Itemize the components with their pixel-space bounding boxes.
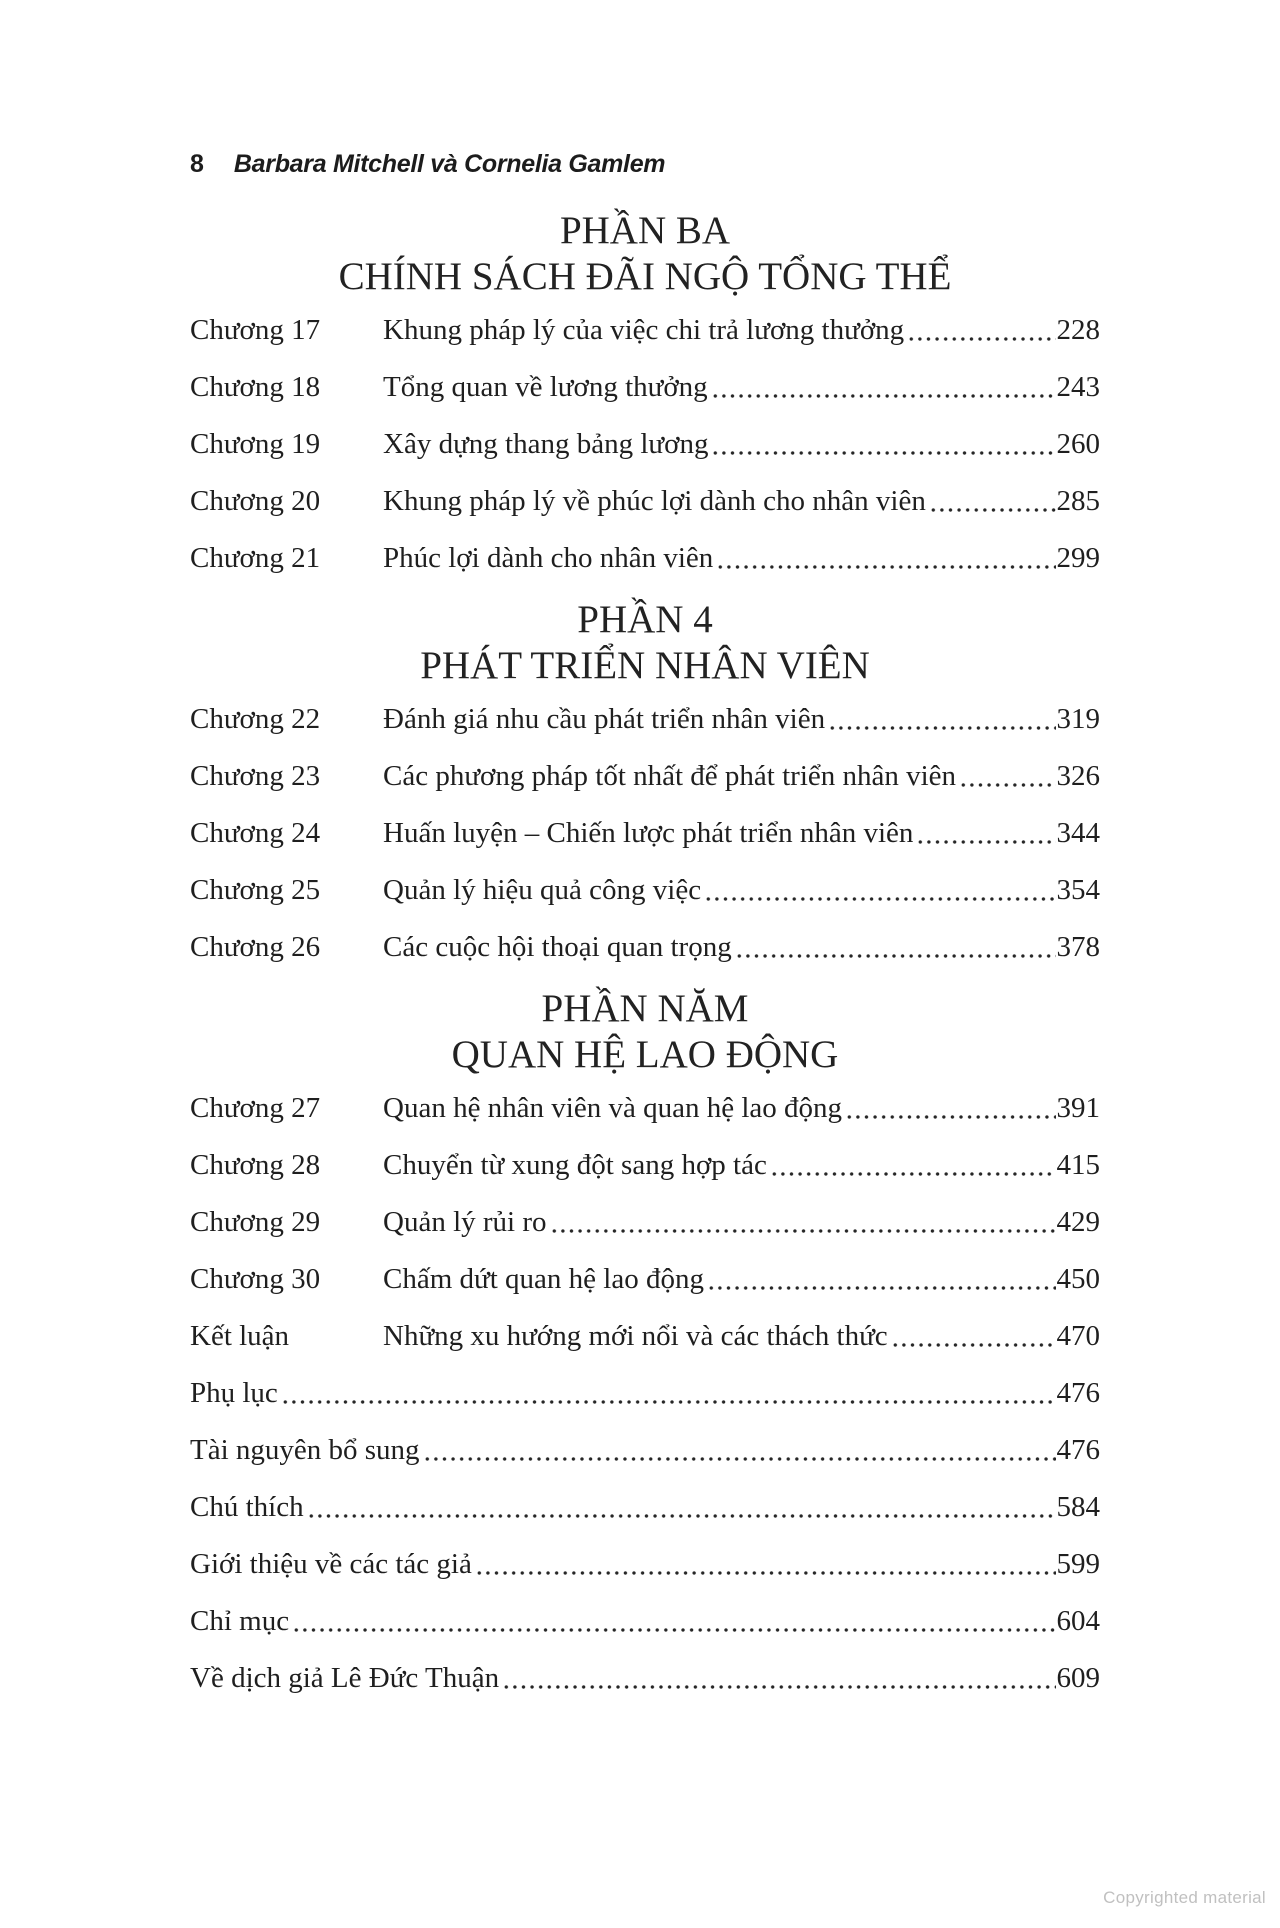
toc-entry-title: Quản lý hiệu quả công việc	[383, 874, 702, 906]
toc-entry-page: 378	[1056, 931, 1100, 963]
toc-entry-title: Chú thích	[190, 1491, 304, 1523]
dot-leader	[475, 1570, 1056, 1576]
toc-entry-page: 260	[1056, 428, 1100, 460]
section-part-label: PHẦN BA	[559, 209, 731, 252]
dot-leader	[828, 725, 1055, 731]
toc-entry	[190, 758, 1100, 794]
toc-entry-page: 604	[1056, 1605, 1100, 1637]
dot-leader	[281, 1399, 1056, 1405]
toc-entry-label: Chương 26	[190, 931, 321, 963]
dot-leader	[735, 953, 1056, 959]
toc-entry-label: Chương 28	[190, 1149, 321, 1181]
dot-leader	[770, 1171, 1056, 1177]
toc-entry-page: 415	[1056, 1149, 1100, 1181]
copyright-notice: Copyrighted material	[1103, 1888, 1266, 1907]
toc-entry	[190, 1660, 1100, 1696]
toc-entry-title: Chỉ mục	[190, 1605, 290, 1637]
toc-entry	[190, 872, 1100, 908]
toc-entry-page: 319	[1056, 703, 1100, 735]
toc-entry-page: 344	[1056, 817, 1100, 849]
running-head	[190, 150, 1100, 190]
toc-entry-page: 429	[1056, 1206, 1100, 1238]
dot-leader	[711, 450, 1055, 456]
toc-entry	[190, 540, 1100, 576]
toc-entry-title: Những xu hướng mới nổi và các thách thức	[383, 1320, 888, 1352]
toc-entry-page: 476	[1056, 1434, 1100, 1466]
toc-entry-label: Chương 17	[190, 314, 321, 346]
toc-entry-title: Khung pháp lý của việc chi trả lương thưởng	[383, 314, 905, 346]
dot-leader	[929, 507, 1056, 513]
toc-entry-page: 285	[1056, 485, 1100, 517]
section-title: QUAN HỆ LAO ĐỘNG	[451, 1033, 839, 1076]
section-heading	[190, 597, 1100, 689]
toc-entry-page: 599	[1056, 1548, 1100, 1580]
toc-entry-title: Tổng quan về lương thưởng	[383, 371, 708, 403]
toc-entry-title: Về dịch giả Lê Đức Thuận	[190, 1662, 500, 1694]
toc-entry-title: Giới thiệu về các tác giả	[190, 1548, 472, 1580]
toc-entry-page: 299	[1056, 542, 1100, 574]
toc-entry-page: 243	[1056, 371, 1100, 403]
toc-entry	[190, 929, 1100, 965]
toc-entry-label: Chương 27	[190, 1092, 321, 1124]
toc-entry-title: Tài nguyên bổ sung	[190, 1434, 420, 1466]
section-heading	[190, 208, 1100, 300]
toc-entry	[190, 815, 1100, 851]
section-title: PHÁT TRIỂN NHÂN VIÊN	[420, 644, 870, 687]
dot-leader	[716, 564, 1055, 570]
toc-entry-title: Quan hệ nhân viên và quan hệ lao động	[383, 1092, 843, 1124]
page-content	[190, 150, 1100, 1717]
toc-entry	[190, 1318, 1100, 1354]
toc-entry	[190, 1261, 1100, 1297]
toc-entry-title: Phụ lục	[190, 1377, 278, 1409]
toc-entry-page: 609	[1056, 1662, 1100, 1694]
toc-entry-title: Huấn luyện – Chiến lược phát triển nhân viên	[383, 817, 914, 849]
dot-leader	[711, 393, 1056, 399]
dot-leader	[292, 1627, 1055, 1633]
toc-entry-title: Chấm dứt quan hệ lao động	[383, 1263, 704, 1295]
toc-entry	[190, 1546, 1100, 1582]
toc-entry	[190, 701, 1100, 737]
toc-entry	[190, 312, 1100, 348]
toc-entry-label: Chương 18	[190, 371, 321, 403]
toc-entry	[190, 1603, 1100, 1639]
toc-entry	[190, 1204, 1100, 1240]
toc-entry	[190, 1489, 1100, 1525]
toc-entry-page: 450	[1056, 1263, 1100, 1295]
toc-entry-label: Chương 20	[190, 485, 321, 517]
toc-entry-title: Các cuộc hội thoại quan trọng	[383, 931, 732, 963]
toc-entry	[190, 1432, 1100, 1468]
section-part-label: PHẦN NĂM	[541, 987, 749, 1030]
toc-entry-page: 391	[1056, 1092, 1100, 1124]
toc-entry-page: 470	[1056, 1320, 1100, 1352]
dot-leader	[704, 896, 1055, 902]
toc-entry-page: 326	[1056, 760, 1100, 792]
toc-entry	[190, 1147, 1100, 1183]
dot-leader	[959, 782, 1055, 788]
toc-entry-page: 584	[1056, 1491, 1100, 1523]
section-title: CHÍNH SÁCH ĐÃI NGỘ TỔNG THỂ	[338, 255, 952, 298]
back-matter-list	[190, 1318, 1100, 1696]
table-of-contents	[190, 208, 1100, 1696]
dot-leader	[423, 1456, 1056, 1462]
running-head-authors: Barbara Mitchell và Cornelia Gamlem	[233, 150, 666, 178]
toc-entry-label: Chương 29	[190, 1206, 321, 1238]
toc-entry-title: Đánh giá nhu cầu phát triển nhân viên	[383, 703, 826, 735]
toc-entry-title: Khung pháp lý về phúc lợi dành cho nhân viên	[383, 485, 926, 517]
toc-entry-title: Xây dựng thang bảng lương	[383, 428, 709, 460]
toc-entry-page: 228	[1056, 314, 1100, 346]
dot-leader	[307, 1513, 1056, 1519]
dot-leader	[707, 1285, 1056, 1291]
toc-entry-label: Chương 22	[190, 703, 321, 735]
toc-entry-title: Chuyển từ xung đột sang hợp tác	[383, 1149, 767, 1181]
dot-leader	[845, 1114, 1055, 1120]
toc-entry-title: Phúc lợi dành cho nhân viên	[383, 542, 714, 574]
toc-entry	[190, 426, 1100, 462]
page-number: 8	[190, 150, 204, 178]
section-heading	[190, 986, 1100, 1078]
toc-entry-label: Chương 19	[190, 428, 321, 460]
dot-leader	[916, 839, 1055, 845]
dot-leader	[891, 1342, 1056, 1348]
toc-entry-label: Chương 23	[190, 760, 321, 792]
dot-leader	[550, 1228, 1056, 1234]
section-part-label: PHẦN 4	[577, 598, 713, 641]
toc-entry	[190, 369, 1100, 405]
toc-entry	[190, 1375, 1100, 1411]
dot-leader	[907, 336, 1055, 342]
dot-leader	[502, 1684, 1055, 1690]
toc-entry-label: Chương 30	[190, 1263, 321, 1295]
toc-entry-title: Các phương pháp tốt nhất để phát triển nhân viên	[383, 760, 957, 792]
toc-entry-label: Kết luận	[190, 1320, 290, 1352]
toc-entry-label: Chương 24	[190, 817, 321, 849]
toc-entry-page: 354	[1056, 874, 1100, 906]
toc-entry	[190, 1090, 1100, 1126]
toc-entry	[190, 483, 1100, 519]
toc-entry-label: Chương 25	[190, 874, 321, 906]
toc-entry-title: Quản lý rủi ro	[383, 1206, 547, 1238]
toc-entry-page: 476	[1056, 1377, 1100, 1409]
toc-entry-label: Chương 21	[190, 542, 321, 574]
